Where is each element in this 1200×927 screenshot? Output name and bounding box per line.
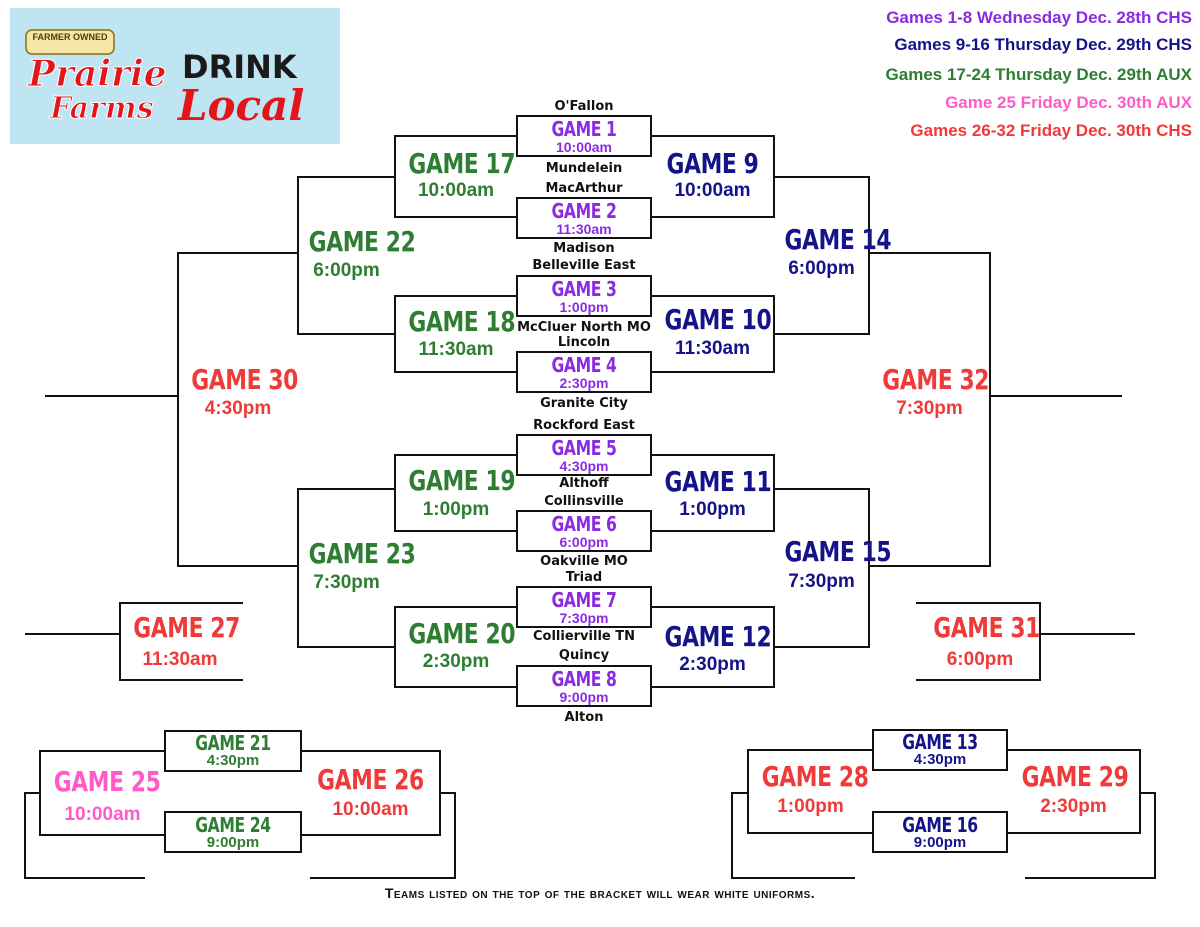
game-18-name: GAME 18 bbox=[408, 305, 516, 338]
game-20-name: GAME 20 bbox=[408, 617, 516, 650]
game-1-name: GAME 1 bbox=[551, 117, 617, 141]
game-2-name: GAME 2 bbox=[551, 199, 617, 223]
game-28-name: GAME 28 bbox=[761, 760, 869, 793]
game-13-name: GAME 13 bbox=[902, 730, 978, 754]
game-4-name: GAME 4 bbox=[551, 353, 617, 377]
game-19-time: 1:00pm bbox=[422, 499, 490, 520]
team-slot-5: Belleville East bbox=[532, 258, 636, 273]
game-24-name: GAME 24 bbox=[195, 813, 271, 837]
schedule-line-4: Game 25 Friday Dec. 30th AUX bbox=[945, 93, 1192, 112]
game-23-time: 7:30pm bbox=[313, 572, 380, 593]
game-4-time: 2:30pm bbox=[559, 375, 609, 391]
team-slot-15: Quincy bbox=[558, 648, 610, 663]
game-16-name: GAME 16 bbox=[902, 813, 978, 837]
game-11-time: 1:00pm bbox=[679, 499, 746, 520]
game-29-name: GAME 29 bbox=[1021, 760, 1129, 793]
schedule-line-1: Games 1-8 Wednesday Dec. 28th CHS bbox=[886, 8, 1192, 27]
game-26-time: 10:00am bbox=[332, 799, 409, 820]
team-slot-6: McCluer North MO bbox=[517, 320, 651, 335]
team-slot-12: Oakville MO bbox=[540, 554, 628, 569]
game-6-time: 6:00pm bbox=[559, 534, 609, 550]
game-21-name: GAME 21 bbox=[195, 731, 271, 755]
team-slot-1: O'Fallon bbox=[554, 99, 614, 114]
game-23-name: GAME 23 bbox=[308, 537, 416, 570]
game-31-name: GAME 31 bbox=[933, 611, 1040, 644]
game-9-name: GAME 9 bbox=[666, 147, 759, 180]
slogan-line1: DRINK bbox=[182, 48, 297, 86]
game-14-time: 6:00pm bbox=[788, 258, 855, 279]
game-5-time: 4:30pm bbox=[559, 458, 609, 474]
game-16-time: 9:00pm bbox=[913, 834, 967, 851]
game-22-name: GAME 22 bbox=[308, 225, 416, 258]
game-26-name: GAME 26 bbox=[317, 763, 424, 796]
game-10-name: GAME 10 bbox=[664, 303, 772, 336]
game-7-time: 7:30pm bbox=[559, 610, 609, 626]
game-17-time: 10:00am bbox=[417, 180, 495, 201]
team-slot-16: Alton bbox=[564, 710, 604, 725]
game-18-time: 11:30am bbox=[418, 339, 494, 360]
game-30-name: GAME 30 bbox=[191, 363, 298, 396]
game-15-time: 7:30pm bbox=[788, 571, 855, 592]
game-31-time: 6:00pm bbox=[946, 649, 1014, 670]
game-15-name: GAME 15 bbox=[784, 535, 892, 568]
game-28-time: 1:00pm bbox=[777, 796, 844, 817]
team-slot-2: Mundelein bbox=[545, 161, 623, 176]
game-25-name: GAME 25 bbox=[53, 765, 161, 798]
team-slot-14: Collierville TN bbox=[532, 629, 635, 644]
game-12-time: 2:30pm bbox=[679, 654, 746, 675]
game-1-time: 10:00am bbox=[555, 139, 613, 155]
brand-line2: Farms bbox=[50, 91, 154, 126]
game-11-name: GAME 11 bbox=[664, 465, 772, 498]
game-21-time: 4:30pm bbox=[206, 752, 260, 769]
game-6-name: GAME 6 bbox=[551, 512, 617, 536]
game-9-time: 10:00am bbox=[674, 180, 751, 201]
farmer-owned-text: FARMER OWNED bbox=[32, 32, 108, 42]
team-slot-8: Granite City bbox=[540, 396, 628, 411]
uniform-note: Teams listed on the top of the bracket will wear white uniforms. bbox=[384, 885, 816, 901]
game-13-time: 4:30pm bbox=[913, 751, 967, 768]
game-8-time: 9:00pm bbox=[559, 689, 609, 705]
game-27-time: 11:30am bbox=[142, 649, 218, 670]
game-22-time: 6:00pm bbox=[313, 260, 380, 281]
game-29-time: 2:30pm bbox=[1040, 796, 1107, 817]
game-17-name: GAME 17 bbox=[408, 147, 516, 180]
brand-line1: Prairie bbox=[28, 53, 167, 95]
team-slot-11: Collinsville bbox=[544, 494, 624, 509]
game-7-name: GAME 7 bbox=[551, 588, 617, 612]
team-slot-9: Rockford East bbox=[533, 418, 635, 433]
game-2-time: 11:30am bbox=[556, 221, 612, 237]
game-3-time: 1:00pm bbox=[559, 299, 609, 315]
slogan-line2: Local bbox=[178, 81, 305, 130]
schedule-line-2: Games 9-16 Thursday Dec. 29th CHS bbox=[894, 35, 1192, 54]
game-27-name: GAME 27 bbox=[133, 611, 240, 644]
game-10-time: 11:30am bbox=[674, 338, 750, 359]
game-24-time: 9:00pm bbox=[206, 834, 260, 851]
game-8-name: GAME 8 bbox=[551, 667, 617, 691]
game-32-name: GAME 32 bbox=[882, 363, 990, 396]
schedule-line-3: Games 17-24 Thursday Dec. 29th AUX bbox=[885, 65, 1192, 84]
team-slot-4: Madison bbox=[553, 241, 615, 256]
game-25-time: 10:00am bbox=[64, 804, 141, 825]
game-30-time: 4:30pm bbox=[204, 398, 272, 419]
game-12-name: GAME 12 bbox=[664, 620, 772, 653]
schedule-line-5: Games 26-32 Friday Dec. 30th CHS bbox=[910, 121, 1192, 140]
game-20-time: 2:30pm bbox=[422, 651, 490, 672]
team-slot-13: Triad bbox=[565, 570, 603, 585]
game-14-name: GAME 14 bbox=[784, 223, 892, 256]
game-19-name: GAME 19 bbox=[408, 464, 516, 497]
team-slot-10: Althoff bbox=[559, 476, 609, 491]
game-5-name: GAME 5 bbox=[551, 436, 617, 460]
game-32-time: 7:30pm bbox=[896, 398, 963, 419]
game-3-name: GAME 3 bbox=[551, 277, 617, 301]
team-slot-7: Lincoln bbox=[557, 335, 611, 350]
team-slot-3: MacArthur bbox=[545, 181, 623, 196]
